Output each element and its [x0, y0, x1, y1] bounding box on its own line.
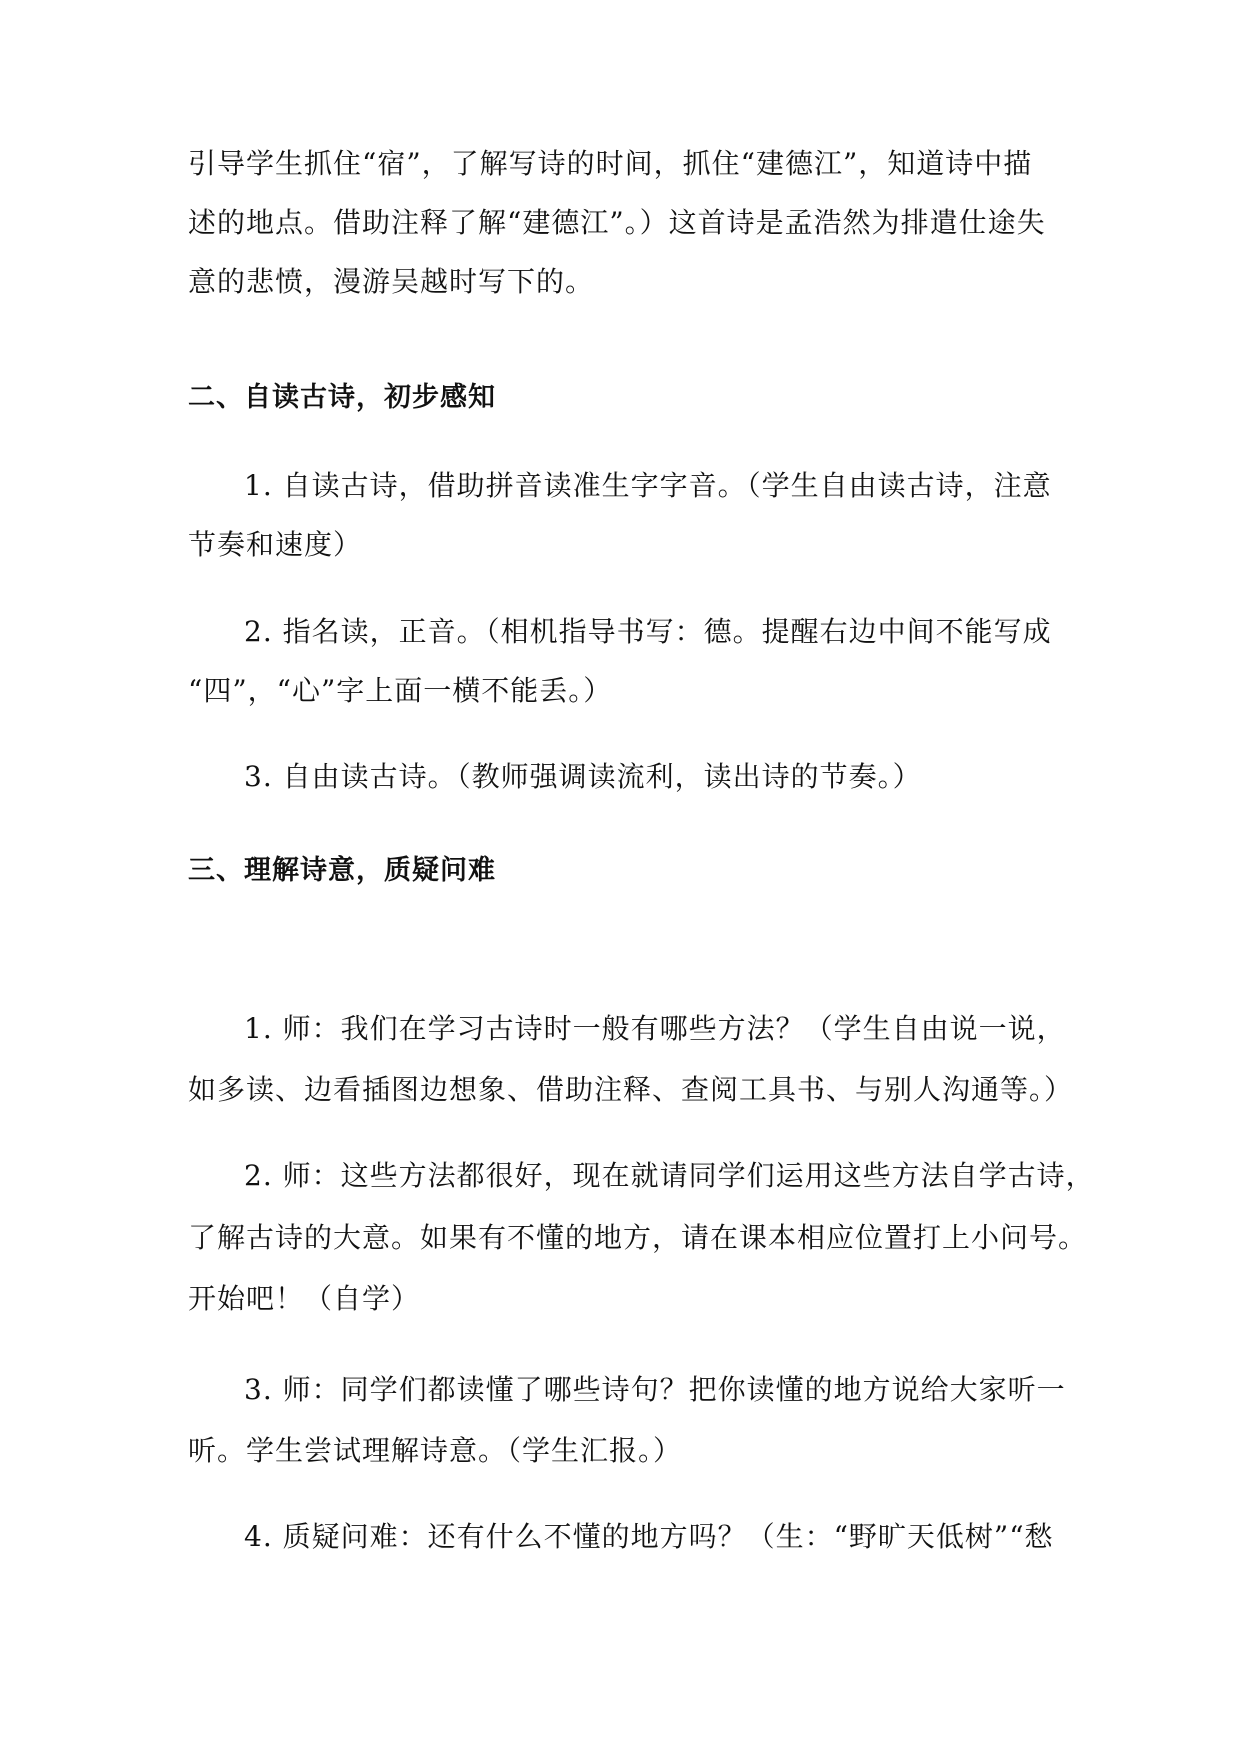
section2-item3-line1: 3. 自由读古诗。（教师强调读流利，读出诗的节奏。） [244, 760, 922, 793]
section2-item2-line1: 2. 指名读，正音。（相机指导书写：德。提醒右边中间不能写成 [244, 615, 1052, 648]
intro-line-1: 引导学生抓住“宿”，了解写诗的时间，抓住“建德江”，知道诗中描 [188, 147, 1033, 180]
section3-item2-line2: 了解古诗的大意。如果有不懂的地方，请在课本相应位置打上小问号。 [188, 1221, 1088, 1254]
section-heading-3: 三、理解诗意，质疑问难 [188, 855, 496, 886]
section3-item3-line1: 3. 师：同学们都读懂了哪些诗句？把你读懂的地方说给大家听一 [244, 1373, 1066, 1406]
section3-item1-line1: 1. 师：我们在学习古诗时一般有哪些方法？（学生自由说一说， [244, 1012, 1066, 1045]
section3-item3-line2: 听。学生尝试理解诗意。（学生汇报。） [188, 1434, 683, 1467]
intro-line-3: 意的悲愤，漫游吴越时写下的。 [188, 265, 595, 298]
section2-item1-line2: 节奏和速度） [188, 528, 363, 561]
section3-item2-line3: 开始吧！（自学） [188, 1282, 421, 1315]
section3-item2-line1: 2. 师：这些方法都很好，现在就请同学们运用这些方法自学古诗， [244, 1159, 1095, 1192]
intro-line-2: 述的地点。借助注释了解“建德江”。）这首诗是孟浩然为排遣仕途失 [188, 206, 1046, 239]
section-heading-2: 二、自读古诗，初步感知 [188, 382, 496, 413]
section3-item1-line2: 如多读、边看插图边想象、借助注释、查阅工具书、与别人沟通等。） [188, 1073, 1074, 1106]
section2-item1-line1: 1. 自读古诗，借助拼音读准生字字音。（学生自由读古诗，注意 [244, 469, 1052, 502]
section3-item4-line1: 4. 质疑问难：还有什么不懂的地方吗？（生：“野旷天低树”“愁 [244, 1520, 1054, 1553]
section2-item2-line2: “四”，“心”字上面一横不能丢。） [188, 674, 613, 707]
